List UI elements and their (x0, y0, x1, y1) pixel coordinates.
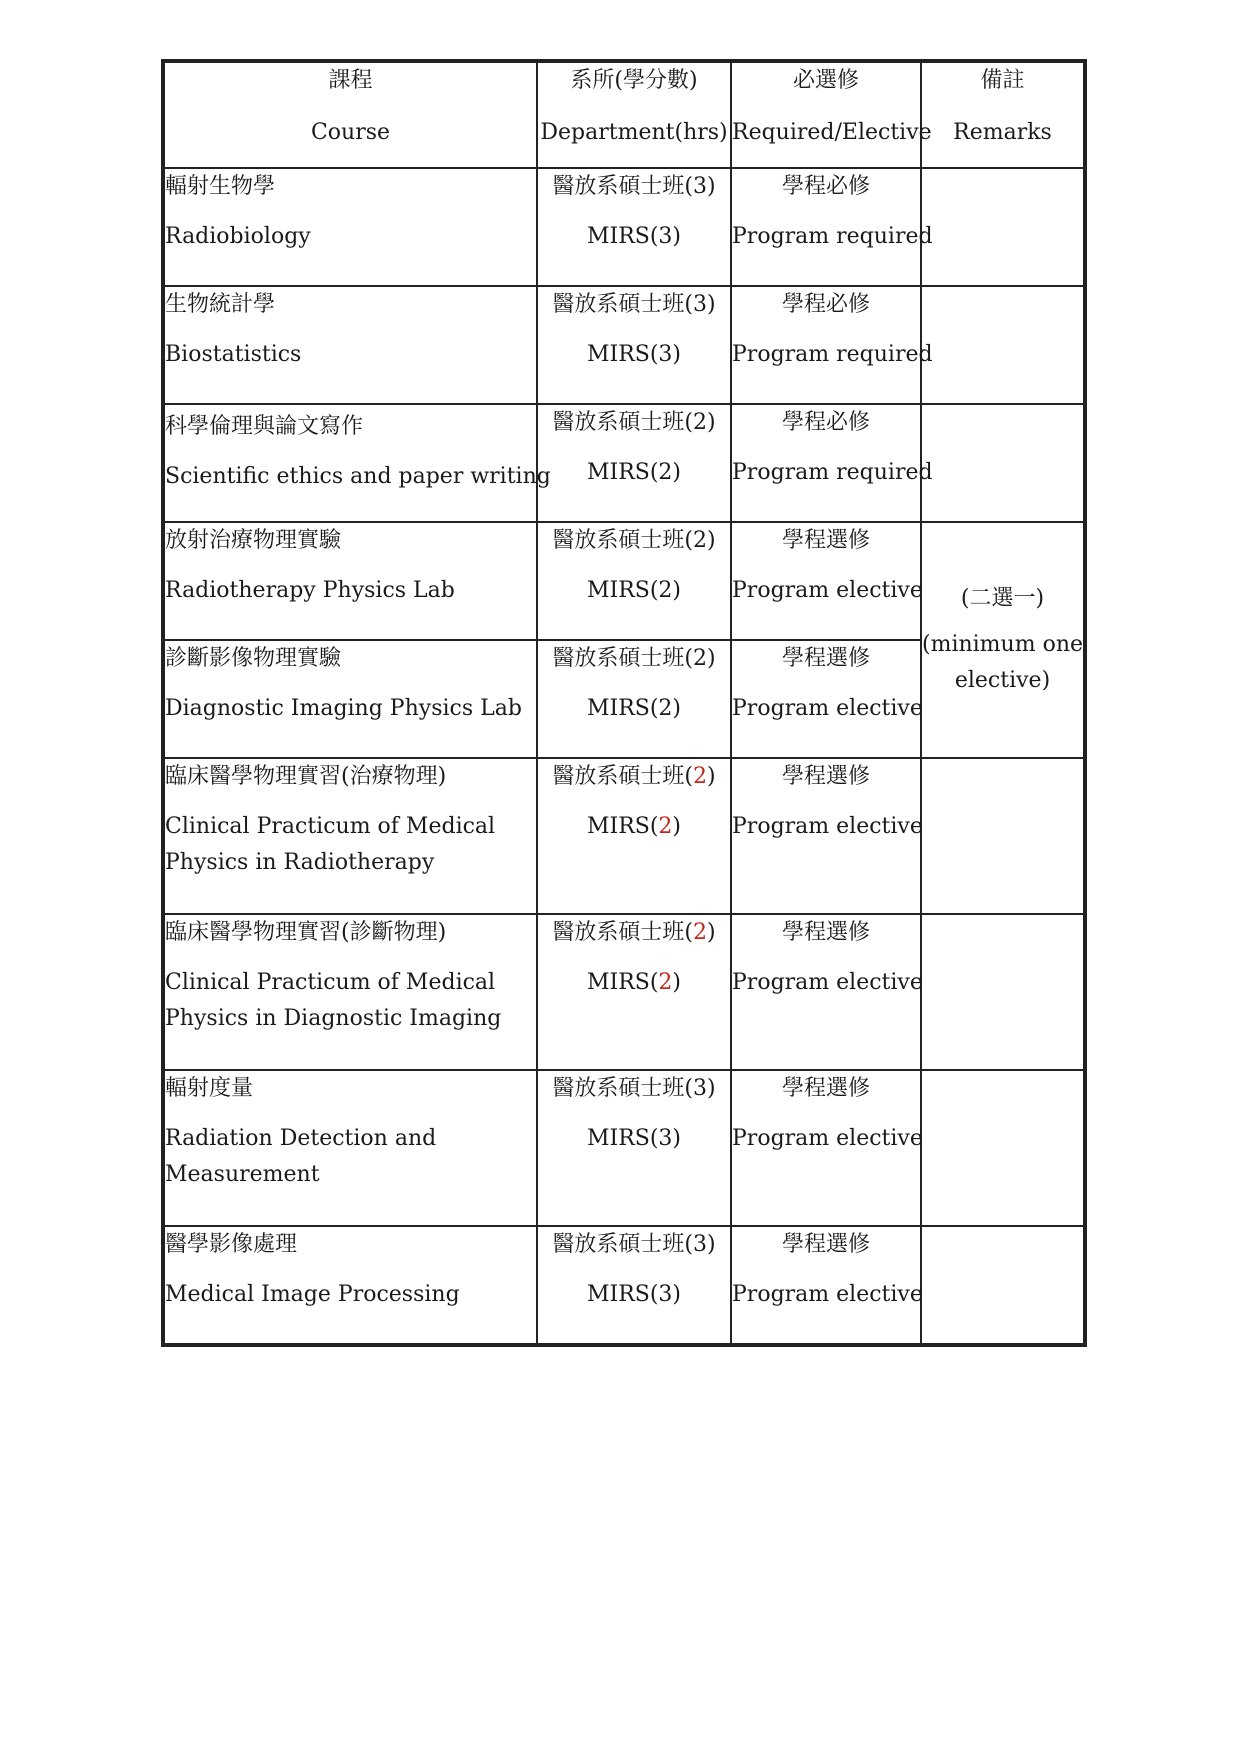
credit-hours-highlight: 2 (658, 970, 673, 995)
header-row (164, 62, 1084, 168)
type-cell: 學程選修 Program elective (731, 1226, 921, 1344)
department-cell: 醫放系碩士班(3) MIRS(3) (537, 286, 731, 404)
course-cell: 臨床醫學物理實習(診斷物理) Clinical Practicum of Medical Physics in Diagnostic Imaging (164, 914, 537, 1070)
remarks-cell (921, 914, 1084, 1070)
remark-zh: (二選一) (960, 586, 1045, 611)
header-remarks: 備註 Remarks (921, 62, 1084, 168)
table-row (164, 1070, 1084, 1226)
course-cell: 放射治療物理實驗 Radiotherapy Physics Lab (164, 522, 537, 640)
header-department: 系所(學分數) Department(hrs) (537, 62, 731, 168)
course-cell: 醫學影像處理 Medical Image Processing (164, 1226, 537, 1344)
remarks-cell (921, 758, 1084, 914)
remarks-cell (921, 1226, 1084, 1344)
type-cell: 學程必修 Program required (731, 404, 921, 522)
type-cell: 學程選修 Program elective (731, 640, 921, 758)
table-row (164, 758, 1084, 914)
type-cell: 學程必修 Program required (731, 286, 921, 404)
department-cell: 醫放系碩士班(2) MIRS(2) (537, 914, 731, 1070)
course-cell: 生物統計學 Biostatistics (164, 286, 537, 404)
course-cell: 科學倫理與論文寫作 Scientific ethics and paper writing (164, 404, 537, 522)
type-cell: 學程必修 Program required (731, 168, 921, 286)
table-row (164, 168, 1084, 286)
course-cell: 輻射度量 Radiation Detection and Measurement (164, 1070, 537, 1226)
department-cell: 醫放系碩士班(2) MIRS(2) (537, 640, 731, 758)
table-row (164, 404, 1084, 522)
table-row (164, 522, 1084, 640)
credit-hours-highlight: 2 (693, 920, 707, 945)
credit-hours-highlight: 2 (693, 764, 707, 789)
remarks-cell (921, 286, 1084, 404)
remark-en-line1: (minimum one (922, 632, 1084, 657)
course-table (161, 59, 1087, 1347)
department-cell: 醫放系碩士班(3) MIRS(3) (537, 168, 731, 286)
remarks-cell (921, 404, 1084, 522)
department-cell: 醫放系碩士班(3) MIRS(3) (537, 1226, 731, 1344)
department-cell: 醫放系碩士班(2) MIRS(2) (537, 404, 731, 522)
header-required-elective: 必選修 Required/Elective (731, 62, 921, 168)
type-cell: 學程選修 Program elective (731, 758, 921, 914)
department-cell: 醫放系碩士班(3) MIRS(3) (537, 1070, 731, 1226)
type-cell: 學程選修 Program elective (731, 1070, 921, 1226)
course-cell: 輻射生物學 Radiobiology (164, 168, 537, 286)
table-row (164, 1226, 1084, 1344)
remark-en-line2: elective) (954, 668, 1051, 693)
type-cell: 學程選修 Program elective (731, 522, 921, 640)
remarks-cell (921, 168, 1084, 286)
department-cell: 醫放系碩士班(2) MIRS(2) (537, 522, 731, 640)
credit-hours-highlight: 2 (658, 814, 673, 839)
header-course: 課程 Course (164, 62, 537, 168)
remarks-cell (921, 1070, 1084, 1226)
course-cell: 診斷影像物理實驗 Diagnostic Imaging Physics Lab (164, 640, 537, 758)
course-cell: 臨床醫學物理實習(治療物理) Clinical Practicum of Medical Physics in Radiotherapy (164, 758, 537, 914)
table-row (164, 286, 1084, 404)
table-row (164, 914, 1084, 1070)
remarks-cell-group (921, 522, 1084, 758)
department-cell: 醫放系碩士班(2) MIRS(2) (537, 758, 731, 914)
type-cell: 學程選修 Program elective (731, 914, 921, 1070)
